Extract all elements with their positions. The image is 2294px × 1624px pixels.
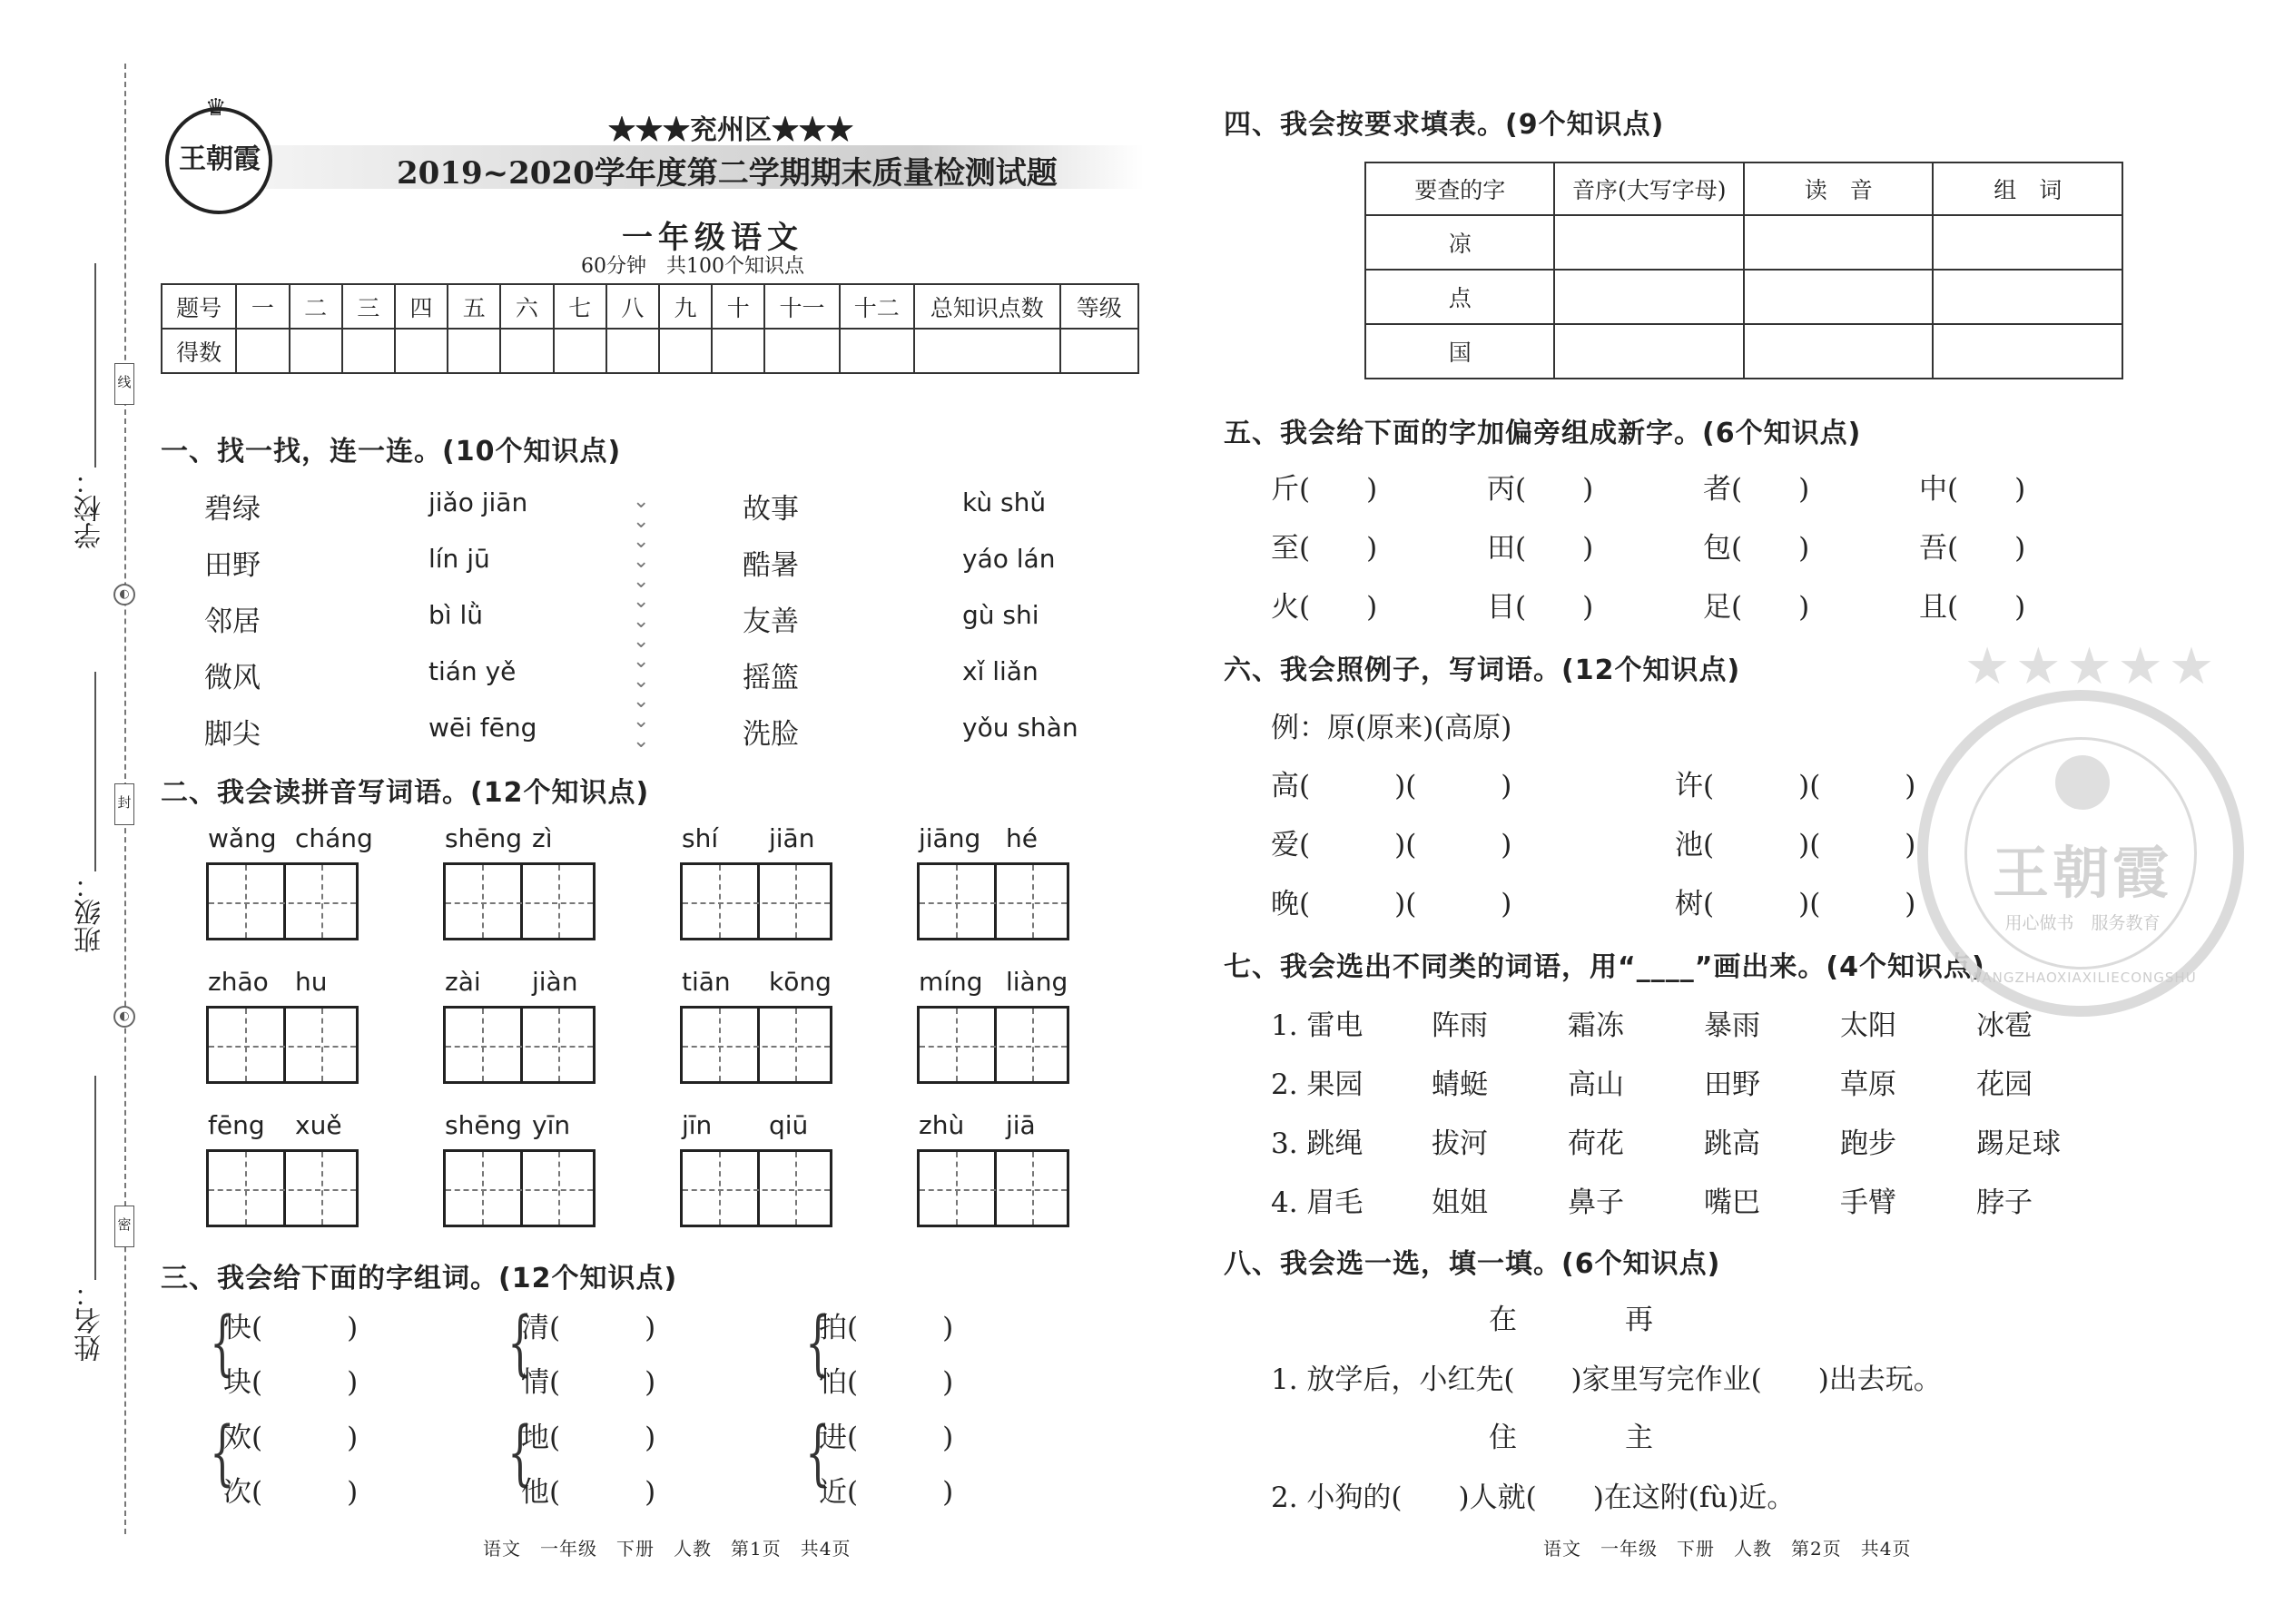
score-cell[interactable] [840,329,914,373]
grid-guide [446,1046,593,1048]
lookup-header-cell: 音序(大写字母) [1554,162,1743,215]
school-label: 学校： [74,468,106,549]
score-header-cell: 十 [712,284,764,329]
right-word[interactable]: 摇篮 [743,662,799,694]
grid-guide [321,1009,323,1081]
radical-item[interactable]: 丙( ) [1487,473,1594,506]
word-pair-item[interactable]: 树( )( ) [1675,888,1916,920]
grid-guide [482,1152,484,1225]
watermark-name: 王朝霞 [1992,840,2172,906]
publisher-logo [165,94,272,214]
score-cell[interactable] [554,329,606,373]
word-group-item[interactable]: 次( ) [223,1476,359,1509]
logo-text: 王朝霞 [179,143,261,175]
lookup-header-cell: 要查的字 [1365,162,1554,215]
grid-guide [245,865,247,938]
odd-word-item[interactable]: 霜冻 [1568,1009,1624,1042]
odd-word-item[interactable]: 2. 果园 [1271,1068,1364,1101]
writing-grid[interactable] [206,1006,359,1084]
score-header-cell: 一 [236,284,289,329]
section-4-title: 四、我会按要求填表。(9个知识点) [1224,109,1665,141]
lookup-cell[interactable] [1933,270,2122,324]
pinyin-syllable: liàng [1006,967,1068,997]
grid-guide [683,902,830,904]
region-label: ★★★兖州区★★★ [608,114,853,146]
score-cell[interactable] [1060,329,1138,373]
grid-divider [520,1009,523,1081]
grid-divider [520,865,523,938]
odd-word-item[interactable]: 田野 [1704,1068,1760,1101]
right-word[interactable]: 洗脸 [743,718,799,751]
pinyin-syllable: zì [532,823,553,853]
score-header-cell: 四 [395,284,448,329]
class-field[interactable] [94,672,96,871]
score-cell[interactable] [448,329,500,373]
lookup-cell[interactable] [1933,324,2122,379]
word-pair-item[interactable]: 许( )( ) [1675,770,1916,802]
chevron-down-icon: ⌄ [633,650,650,673]
binding-ring-icon: ◐ [113,1006,135,1028]
left-pinyin[interactable]: tián yě [428,656,517,686]
grid-guide [1032,1009,1034,1081]
score-header-cell: 七 [554,284,606,329]
writing-grid[interactable] [443,1006,596,1084]
score-header-cell: 六 [500,284,553,329]
word-group-item[interactable]: 进( ) [819,1422,954,1454]
grid-guide [683,1046,830,1048]
footer-page-1: 语文 一年级 下册 人教 第1页 共4页 [483,1538,852,1560]
word-group-item[interactable]: 近( ) [819,1476,954,1509]
odd-word-item[interactable]: 太阳 [1840,1009,1896,1042]
section-7-title: 七、我会选出不同类的词语，用“____”画出来。(4个知识点) [1224,951,1985,983]
odd-word-item[interactable]: 花园 [1976,1068,2033,1101]
pinyin-syllable: qiū [769,1110,809,1140]
grid-guide [1032,1152,1034,1225]
score-header-cell: 二 [290,284,342,329]
lookup-header-cell: 读 音 [1744,162,1934,215]
odd-word-item[interactable]: 草原 [1840,1068,1896,1101]
watermark-slogan: 用心做书 服务教育 [2004,913,2161,933]
right-pinyin[interactable]: xǐ liǎn [962,656,1039,686]
lookup-cell[interactable] [1744,324,1934,379]
grid-guide [558,865,560,938]
word-group-item[interactable]: 欢( ) [223,1422,359,1454]
grid-divider [994,1009,997,1081]
word-group-item[interactable]: 地( ) [521,1422,656,1454]
left-word[interactable]: 碧绿 [204,493,261,526]
grid-guide [719,865,721,938]
right-pinyin[interactable]: yǒu shàn [962,713,1078,743]
score-cell[interactable] [764,329,839,373]
section-8-title: 八、我会选一选，填一填。(6个知识点) [1224,1248,1721,1280]
lookup-row [1365,270,2122,324]
name-field[interactable] [94,1076,96,1280]
brace-icon: { [507,1303,533,1384]
lookup-row [1365,324,2122,379]
grid-guide [482,865,484,938]
grid-guide [683,1189,830,1191]
grid-guide [795,1009,797,1081]
right-pinyin[interactable]: kù shǔ [962,487,1047,517]
score-value-row [162,329,1138,373]
binding-ring-icon: ◐ [113,584,135,605]
radical-item[interactable]: 吾( ) [1919,532,2026,565]
footer-page-2: 语文 一年级 下册 人教 第2页 共4页 [1543,1538,1912,1560]
pinyin-syllable: tiān [682,967,731,997]
brace-icon: { [805,1303,831,1384]
lookup-cell[interactable] [1554,270,1743,324]
right-pinyin[interactable]: yáo lán [962,544,1056,574]
chevron-down-icon: ⌄ [633,630,650,653]
chevron-down-icon: ⌄ [633,590,650,613]
grid-divider [283,1152,286,1225]
lookup-cell[interactable] [1933,215,2122,270]
grid-divider [994,865,997,938]
odd-word-item[interactable]: 蜻蜓 [1432,1068,1488,1101]
lookup-cell[interactable] [1744,270,1934,324]
grid-divider [283,1009,286,1081]
grid-guide [245,1009,247,1081]
pinyin-syllable: shí [682,823,719,853]
score-cell[interactable] [606,329,659,373]
grid-guide [795,865,797,938]
choice-zhu: 住 [1489,1422,1517,1454]
grid-guide [956,865,958,938]
right-word[interactable]: 友善 [743,605,799,638]
pinyin-syllable: míng [919,967,983,997]
odd-word-item[interactable]: 高山 [1568,1068,1624,1101]
grid-divider [757,1152,760,1225]
writing-grid[interactable] [443,1149,596,1227]
writing-grid[interactable] [917,1149,1069,1227]
score-cell[interactable] [712,329,764,373]
chevron-down-icon: ⌄ [633,670,650,693]
odd-word-item[interactable]: 4. 眉毛 [1271,1186,1364,1219]
odd-word-item[interactable]: 踢足球 [1976,1127,2061,1160]
right-pinyin[interactable]: gù shi [962,600,1039,630]
pinyin-syllable: zhāo [208,967,269,997]
word-pair-item[interactable]: 高( )( ) [1271,770,1512,802]
brace-icon: { [805,1412,831,1494]
grid-guide [558,1009,560,1081]
pinyin-syllable: jiāng [919,823,981,853]
seal-feng: 封 [114,783,134,825]
grid-guide [920,1046,1067,1048]
brace-icon: { [210,1412,235,1494]
score-cell[interactable] [500,329,553,373]
name-label: 姓名： [74,1280,106,1362]
dictionary-table [1364,162,2123,379]
left-word[interactable]: 脚尖 [204,718,261,751]
odd-word-item[interactable]: 脖子 [1976,1186,2033,1219]
pinyin-syllable: wǎng [208,823,277,853]
radical-item[interactable]: 目( ) [1487,591,1594,624]
radical-item[interactable]: 火( ) [1271,591,1378,624]
grid-guide [482,1009,484,1081]
chevron-down-icon: ⌄ [633,570,650,593]
writing-grid[interactable] [917,1006,1069,1084]
lookup-char: 点 [1365,270,1554,324]
pinyin-syllable: jiā [1006,1110,1036,1140]
grid-divider [520,1152,523,1225]
word-group-item[interactable]: 怕( ) [819,1366,954,1399]
grid-guide [209,902,356,904]
radical-item[interactable]: 包( ) [1703,532,1810,565]
writing-grid[interactable] [443,862,596,940]
chevron-down-icon: ⌄ [633,530,650,553]
grid-guide [956,1009,958,1081]
score-header-cell: 等级 [1060,284,1138,329]
grid-guide [956,1152,958,1225]
chevron-down-icon: ⌄ [633,690,650,713]
score-header-cell: 九 [659,284,712,329]
writing-grid[interactable] [206,1149,359,1227]
radical-item[interactable]: 中( ) [1919,473,2026,506]
word-group-item[interactable]: 拍( ) [819,1312,954,1344]
score-cell[interactable] [290,329,342,373]
score-header-cell: 十一 [764,284,839,329]
pinyin-syllable: hu [295,967,328,997]
left-word[interactable]: 邻居 [204,605,261,638]
radical-item[interactable]: 至( ) [1271,532,1378,565]
pinyin-syllable: yīn [532,1110,571,1140]
pinyin-syllable: cháng [295,823,373,853]
odd-word-item[interactable]: 跑步 [1840,1127,1896,1160]
pinyin-syllable: zài [445,967,481,997]
choice-zai2: 再 [1625,1304,1653,1336]
brace-icon: { [507,1412,533,1494]
pinyin-syllable: xuě [295,1110,342,1140]
odd-word-item[interactable]: 1. 雷电 [1271,1009,1364,1042]
word-pair-item[interactable]: 爱( )( ) [1271,829,1512,861]
lookup-row [1365,215,2122,270]
grid-guide [795,1152,797,1225]
radical-item[interactable]: 足( ) [1703,591,1810,624]
radical-item[interactable]: 田( ) [1487,532,1594,565]
grid-divider [757,865,760,938]
pinyin-syllable: jiān [769,823,815,853]
class-label: 班级： [74,871,106,953]
right-word[interactable]: 故事 [743,493,799,526]
pinyin-syllable: hé [1006,823,1038,853]
lookup-cell[interactable] [1554,324,1743,379]
radical-item[interactable]: 且( ) [1919,591,2026,624]
left-pinyin[interactable]: bì lǜ [428,600,483,630]
grid-guide [446,902,593,904]
word-pair-item[interactable]: 晚( )( ) [1271,888,1512,920]
odd-word-item[interactable]: 3. 跳绳 [1271,1127,1364,1160]
score-cell[interactable] [914,329,1060,373]
writing-grid[interactable] [680,1149,832,1227]
lookup-header-cell: 组 词 [1933,162,2122,215]
grid-guide [1032,865,1034,938]
word-group-item[interactable]: 情( ) [521,1366,656,1399]
grid-guide [446,1189,593,1191]
lookup-cell[interactable] [1554,215,1743,270]
writing-grid[interactable] [680,1006,832,1084]
section-6-example: 例：原(原来)(高原) [1271,712,1512,744]
pinyin-syllable: shēng [445,823,523,853]
odd-word-item[interactable]: 姐姐 [1432,1186,1488,1219]
school-field[interactable] [94,263,96,468]
grid-guide [558,1152,560,1225]
grid-guide [209,1046,356,1048]
chevron-down-icon: ⌄ [633,610,650,633]
choice-zhu2: 主 [1625,1422,1653,1454]
grid-guide [719,1152,721,1225]
odd-word-item[interactable]: 鼻子 [1568,1186,1624,1219]
grid-guide [245,1152,247,1225]
score-table [161,283,1139,374]
chevron-down-icon: ⌄ [633,550,650,573]
chevron-down-icon: ⌄ [633,710,650,733]
odd-word-item[interactable]: 手臂 [1840,1186,1896,1219]
pinyin-syllable: jiàn [532,967,578,997]
score-row-label: 得数 [162,329,236,373]
grid-guide [321,1152,323,1225]
radical-item[interactable]: 者( ) [1703,473,1810,506]
question-1: 1. 放学后，小红先( )家里写完作业( )出去玩。 [1271,1363,1942,1396]
grid-guide [920,902,1067,904]
score-header-row [162,284,1138,329]
section-5-title: 五、我会给下面的字加偏旁组成新字。(6个知识点) [1224,418,1862,449]
lookup-cell[interactable] [1744,215,1934,270]
brace-icon: { [210,1303,235,1384]
score-header-cell: 总知识点数 [914,284,1060,329]
odd-word-item[interactable]: 暴雨 [1704,1009,1760,1042]
left-pinyin[interactable]: jiǎo jiān [428,487,528,517]
section-3-title: 三、我会给下面的字组词。(12个知识点) [161,1263,678,1294]
score-header-cell: 十二 [840,284,914,329]
chevron-down-icon: ⌄ [633,490,650,513]
score-header-cell: 题号 [162,284,236,329]
section-2-title: 二、我会读拼音写词语。(12个知识点) [161,777,650,809]
lookup-header-row [1365,162,2122,215]
writing-grid[interactable] [680,862,832,940]
grid-divider [994,1152,997,1225]
odd-word-item[interactable]: 荷花 [1568,1127,1624,1160]
crown-icon: ♛ [205,94,227,122]
section-1-title: 一、找一找，连一连。(10个知识点) [161,436,622,468]
word-group-item[interactable]: 清( ) [521,1312,656,1344]
pinyin-syllable: jīn [682,1110,713,1140]
left-word[interactable]: 田野 [204,549,261,582]
left-word[interactable]: 微风 [204,662,261,694]
question-2: 2. 小狗的( )人就( )在这附(fù)近。 [1271,1481,1796,1514]
odd-word-item[interactable]: 嘴巴 [1704,1186,1760,1219]
odd-word-item[interactable]: 冰雹 [1976,1009,2033,1042]
score-header-cell: 五 [448,284,500,329]
score-cell[interactable] [659,329,712,373]
score-header-cell: 三 [342,284,395,329]
score-cell[interactable] [236,329,289,373]
odd-word-item[interactable]: 阵雨 [1432,1009,1488,1042]
grid-guide [209,1189,356,1191]
left-pinyin[interactable]: lín jū [428,544,490,574]
word-group-item[interactable]: 块( ) [223,1366,359,1399]
left-pinyin[interactable]: wēi fēng [428,713,537,743]
grid-guide [920,1189,1067,1191]
lookup-char: 凉 [1365,215,1554,270]
choice-zai: 在 [1489,1304,1517,1336]
watermark-portrait-icon [2055,755,2110,810]
chevron-down-icon: ⌄ [633,510,650,533]
pinyin-syllable: zhù [919,1110,965,1140]
odd-word-item[interactable]: 跳高 [1704,1127,1760,1160]
exam-info: 60分钟 共100个知识点 [581,255,804,278]
writing-grid[interactable] [206,862,359,940]
pinyin-syllable: kōng [769,967,832,997]
grid-divider [757,1009,760,1081]
writing-grid[interactable] [917,862,1069,940]
score-header-cell: 八 [606,284,659,329]
right-word[interactable]: 酷暑 [743,549,799,582]
seal-xian: 线 [114,363,134,405]
radical-item[interactable]: 斤( ) [1271,473,1378,506]
exam-title: 2019~2020学年度第二学期期末质量检测试题 [397,155,1058,192]
lookup-char: 国 [1365,324,1554,379]
word-group-item[interactable]: 快( ) [223,1312,359,1344]
pinyin-syllable: fēng [208,1110,265,1140]
odd-word-item[interactable]: 拔河 [1432,1127,1488,1160]
subject-title: 一年级语文 [622,220,803,256]
chevron-down-icon: ⌄ [633,730,650,753]
watermark-logo [1917,637,2244,1017]
score-cell[interactable] [342,329,395,373]
watermark-ring-text: WANGZHAOXIAXILIECONGSHU [1968,969,2197,986]
grid-guide [719,1009,721,1081]
watermark-stars-icon: ★★★★★ [1964,637,2220,696]
word-group-item[interactable]: 他( ) [521,1476,656,1509]
score-cell[interactable] [395,329,448,373]
seal-mi: 密 [114,1206,134,1247]
grid-divider [283,865,286,938]
grid-guide [321,865,323,938]
section-6-title: 六、我会照例子，写词语。(12个知识点) [1224,655,1741,686]
pinyin-syllable: shēng [445,1110,523,1140]
word-pair-item[interactable]: 池( )( ) [1675,829,1916,861]
